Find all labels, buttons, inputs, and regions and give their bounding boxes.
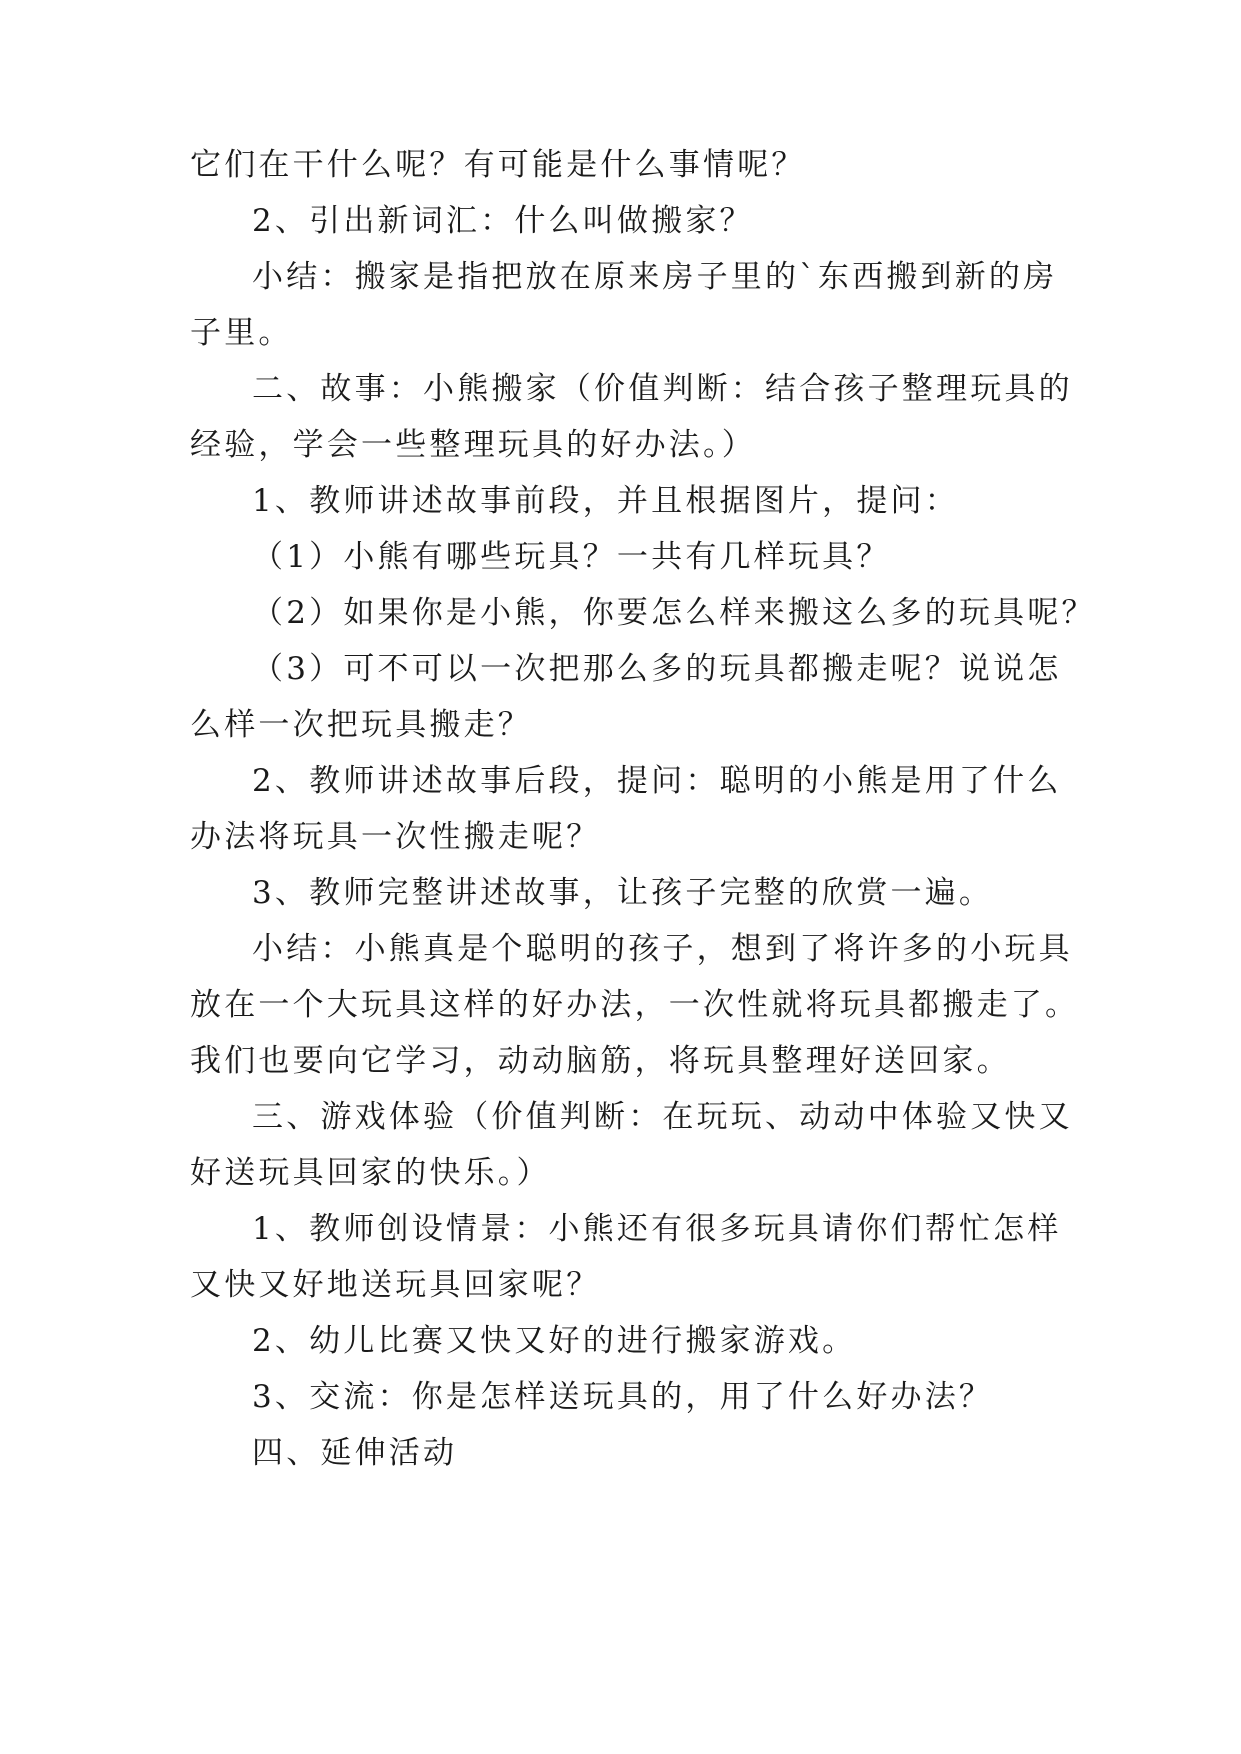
- text-line: 小结：搬家是指把放在原来房子里的`东西搬到新的房: [252, 259, 1058, 295]
- text-line: 1、教师创设情景：小熊还有很多玩具请你们帮忙怎样: [252, 1211, 1062, 1247]
- text-line: 经验，学会一些整理玩具的好办法。）: [190, 427, 756, 463]
- text-line: 我们也要向它学习，动动脑筋，将玩具整理好送回家。: [190, 1043, 1011, 1079]
- text-line: 2、引出新词汇：什么叫做搬家？: [252, 203, 754, 239]
- text-line: 又快又好地送玩具回家呢？: [190, 1267, 601, 1303]
- text-line: 四、延伸活动: [252, 1435, 458, 1471]
- text-line: （2）如果你是小熊，你要怎么样来搬这么多的玩具呢？: [252, 595, 1096, 631]
- text-line: 3、教师完整讲述故事，让孩子完整的欣赏一遍。: [252, 875, 994, 911]
- text-line: 放在一个大玩具这样的好办法，一次性就将玩具都搬走了。: [190, 987, 1080, 1023]
- text-line: 二、故事：小熊搬家（价值判断：结合孩子整理玩具的: [252, 371, 1073, 407]
- text-line: 小结：小熊真是个聪明的孩子，想到了将许多的小玩具: [252, 931, 1073, 967]
- text-line: 三、游戏体验（价值判断：在玩玩、动动中体验又快又: [252, 1099, 1073, 1135]
- text-line: 办法将玩具一次性搬走呢？: [190, 819, 601, 855]
- text-line: 1、教师讲述故事前段，并且根据图片，提问：: [252, 483, 959, 519]
- text-line: 它们在干什么呢？有可能是什么事情呢？: [190, 147, 806, 183]
- text-line: （3）可不可以一次把那么多的玩具都搬走呢？说说怎: [252, 651, 1062, 687]
- text-line: 子里。: [190, 315, 293, 351]
- text-line: 3、交流：你是怎样送玩具的，用了什么好办法？: [252, 1379, 994, 1415]
- text-line: 2、幼儿比赛又快又好的进行搬家游戏。: [252, 1323, 857, 1359]
- text-line: （1）小熊有哪些玩具？一共有几样玩具？: [252, 539, 891, 575]
- text-line: 么样一次把玩具搬走？: [190, 707, 532, 743]
- text-line: 2、教师讲述故事后段，提问：聪明的小熊是用了什么: [252, 763, 1062, 799]
- text-line: 好送玩具回家的快乐。）: [190, 1155, 551, 1191]
